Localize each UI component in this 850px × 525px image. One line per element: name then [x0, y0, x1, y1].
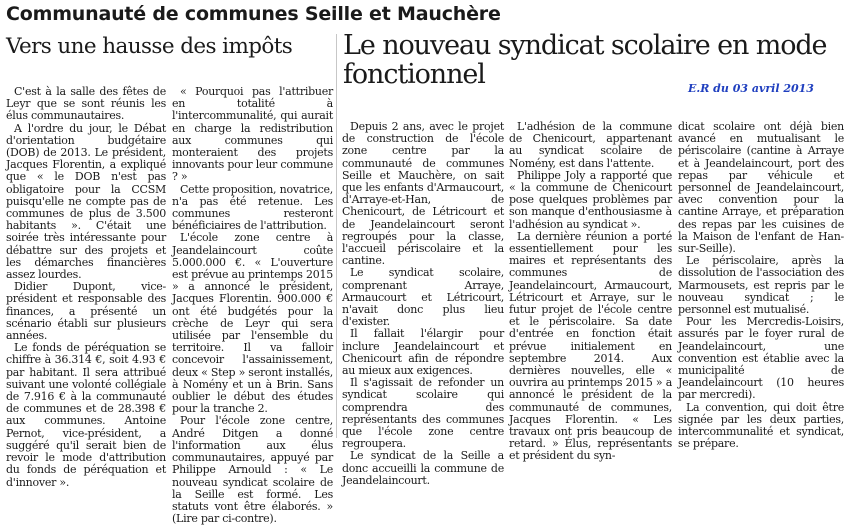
page-header-title: Communauté de communes Seille et Mauchère	[6, 3, 501, 25]
handwritten-date-annotation: E.R du 03 avril 2013	[688, 82, 814, 95]
paragraph: C'est à la salle des fêtes de Leyr que se sont réunis les élus communautaires.	[6, 85, 166, 123]
paragraph: L'adhésion de la commune de Chenicourt, appartenant au syndicat scolaire de Nomény, est dans l'attente.	[509, 120, 672, 170]
left-article-title: Vers une hausse des impôts	[6, 34, 293, 59]
paragraph: Pour les Mercredis-Loisirs, assurés par le foyer rural de Jeandelaincourt, une convention est établie avec la municipalité de Jeandelaincourt (10 heures par mercredi).	[678, 315, 844, 402]
paragraph: L'école zone centre à Jeandelaincourt coûte 5.000.000 €. « L'ouverture est prévue au printemps 2015 » a annoncé le président, Jacques Florentin. 900.000 € ont été budgétés pour la crèche de Leyr qui sera utilisée par l'ensemble du territoire. Il va falloir concevoir l'assainissement, deux « Step » seront installés, à Nomény et un à Brin. Sans oublier le début des études pour la tranche 2.	[172, 231, 333, 416]
left-article-column-2	[172, 85, 333, 525]
paragraph: Il fallait l'élargir pour inclure Jeandelaincourt et Chenicourt afin de répondre au mieux aux exigences.	[342, 327, 504, 378]
paragraph: A l'ordre du jour, le Débat d'orientation budgétaire (DOB) de 2013. Le président, Jacques Florentin, a expliqué que « le DOB n'est pas obligatoire pour la CCSM puisqu'elle ne compte pas de communes de plus de 3.500 habitants ». C'était une soirée très intéressante pour débattre sur des projets et les démarches financières assez lourdes.	[6, 121, 166, 282]
right-article-column-1	[342, 120, 504, 487]
paragraph: Le périscolaire, après la dissolution de l'association des Marmousets, est repris par le nouveau syndicat ; le personnel est mutualisé.	[678, 254, 844, 317]
paragraph: Philippe Joly a rapporté que « la commune de Chenicourt pose quelques problèmes par son manque d'enthousiasme à l'adhésion au syndicat ».	[509, 168, 672, 231]
paragraph: Le syndicat scolaire, comprenant Arraye, Armaucourt et Létricourt, n'avait donc plus lieu d'exister.	[342, 266, 504, 329]
paragraph: La convention, qui doit être signée par les deux parties, intercommunalité et syndicat, se prépare.	[678, 400, 844, 451]
right-article-column-3	[678, 120, 844, 451]
paragraph: dicat scolaire ont déjà bien avancé en mutualisant le périscolaire (cantine à Arraye et à Jeandelaincourt, port des repas par véhicule et personnel de Jeandelaincourt, avec convention pour la cantine Arraye, et préparation des repas par les cuisines de la Maison de l'enfant de Han-sur-Seille).	[678, 120, 844, 256]
paragraph: Pour l'école zone centre, André Ditgen a donné l'information aux élus communautaires, appuyé par Philippe Arnould : « Le nouveau syndicat scolaire de la Seille est formé. Les statuts vont être élaborés. » (Lire par ci-contre).	[172, 414, 333, 525]
paragraph: Depuis 2 ans, avec le projet de construction de l'école zone centre par la communauté de communes Seille et Mauchère, on sait que les enfants d'Armaucourt, d'Arraye-et-Han, de Chenicourt, de Létricourt et de Jeandelaincourt seront regroupés pour la classe, l'accueil périscolaire et la cantine.	[342, 120, 504, 268]
paragraph: Cette proposition, novatrice, n'a pas été retenue. Les communes resteront bénéficiaires de l'attribution.	[172, 182, 333, 233]
paragraph: Le fonds de péréquation se chiffre à 36.314 €, soit 4.93 € par habitant. Il sera attribué suivant une volonté collégiale de 7.916 € à la communauté de communes et de 28.398 € aux communes. Antoine Pernot, vice-président, a suggéré qu'il serait bien de revoir le mode d'attribution du fonds de péréquation et d'innover ».	[6, 341, 166, 489]
paragraph: Didier Dupont, vice-président et responsable des finances, a présenté un scénario établi sur plusieurs années.	[6, 280, 166, 343]
right-article-title: Le nouveau syndicat scolaire en mode fonctionnel	[343, 30, 827, 90]
right-article-column-2	[509, 120, 672, 463]
column-divider	[336, 34, 337, 438]
left-article-column-1	[6, 85, 166, 489]
paragraph: Le syndicat de la Seille a donc accueilli la commune de Jeandelaincourt.	[342, 449, 504, 487]
paragraph: La dernière réunion a porté essentiellement pour les maires et représentants des communes de Jeandelaincourt, Armaucourt, Létricourt et Arraye, sur le futur projet de l'école centre et le périscolaire. Sa date d'entrée en fonction était prévue initialement en septembre 2014. Aux dernières nouvelles, elle « ouvrira au printemps 2015 » a annoncé le président de la communauté de communes, Jacques Florentin. « Les travaux ont pris beaucoup de retard. » Élus, représentants et président du syn-	[509, 229, 672, 463]
paragraph: « Pourquoi pas l'attribuer en totalité à l'intercommunalité, qui aurait en charge la redistribution aux communes qui monteraient des projets innovants pour leur commune ? »	[172, 85, 333, 184]
paragraph: Il s'agissait de refonder un syndicat scolaire qui comprendra des représentants des communes que l'école zone centre regroupera.	[342, 376, 504, 451]
